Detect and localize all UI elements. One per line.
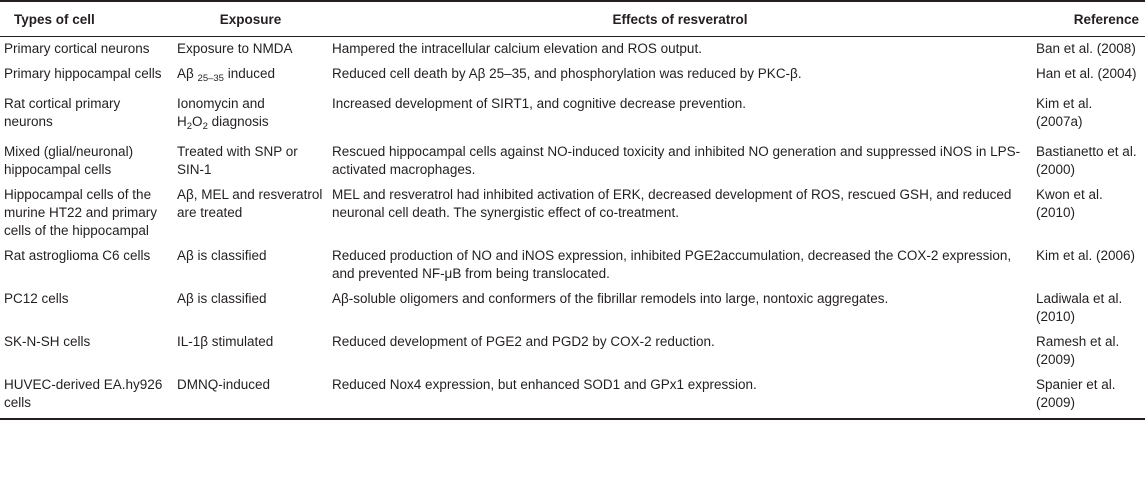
exposure <box>173 62 328 92</box>
header-row <box>0 1 1145 37</box>
exposure-suffix: induced <box>227 66 276 81</box>
header-effects: Effects of resveratrol <box>328 1 1032 37</box>
effect: Hampered the intracellular calcium elevation and ROS output. <box>332 41 702 56</box>
table-row <box>0 373 1145 419</box>
reference: Kwon et al. (2010) <box>1036 187 1103 220</box>
cell-type: Rat astroglioma C6 cells <box>4 248 151 263</box>
reference: Han et al. (2004) <box>1036 66 1137 81</box>
effect: Aβ-soluble oligomers and conformers of the fibrillar remodels into large, nontoxic aggregates. <box>332 291 889 306</box>
reference: Kim et al. (2007a) <box>1036 96 1093 129</box>
formula-o: O <box>192 114 203 129</box>
reference: Bastianetto et al. (2000) <box>1036 144 1137 177</box>
exposure: DMNQ-induced <box>173 373 328 419</box>
effect: Reduced development of PGE2 and PGD2 by COX-2 reduction. <box>332 334 715 349</box>
table-row <box>0 244 1145 287</box>
table-row <box>0 287 1145 330</box>
exposure: Aβ is classified <box>177 291 267 306</box>
formula-h: H <box>177 114 187 129</box>
table-row <box>0 330 1145 373</box>
exposure: Aβ, MEL and resveratrol are treated <box>177 187 323 220</box>
effect: MEL and resveratrol had inhibited activation of ERK, decreased development of ROS, rescued GSH, and reduced neuronal cell death. The synergistic effect of co-treatment. <box>332 187 1012 220</box>
table-row <box>0 140 1145 183</box>
formula-sub1: 2 <box>186 121 193 132</box>
exposure-subscript: 25–35 <box>197 73 224 84</box>
exposure <box>173 92 328 140</box>
cell-type: SK-N-SH cells <box>4 334 91 349</box>
exposure: Aβ is classified <box>177 248 267 263</box>
reference: Kim et al. (2006) <box>1036 248 1136 263</box>
header-exposure: Exposure <box>173 1 328 37</box>
cell-type: HUVEC-derived EA.hy926 cells <box>0 373 173 419</box>
exposure-line1: Ionomycin and <box>177 96 265 111</box>
reference: Ladiwala et al. (2010) <box>1036 291 1123 324</box>
table-row <box>0 62 1145 92</box>
effect: Increased development of SIRT1, and cognitive decrease prevention. <box>332 96 747 111</box>
cell-type: Hippocampal cells of the murine HT22 and primary cells of the hippocampal <box>4 187 158 238</box>
reference: Spanier et al. (2009) <box>1032 373 1145 419</box>
exposure: Treated with SNP or SIN-1 <box>177 144 298 177</box>
cell-type: Primary hippocampal cells <box>4 66 162 81</box>
exposure-prefix: Aβ <box>177 66 194 81</box>
cell-type: Mixed (glial/neuronal) hippocampal cells <box>4 144 134 177</box>
effect: Reduced production of NO and iNOS expression, inhibited PGE2accumulation, decreased the COX-2 expression, and prevented NF-μB from being translocated. <box>332 248 1012 281</box>
cell-type: Rat cortical primary neurons <box>4 96 121 129</box>
header-cell-type: Types of cell <box>0 1 173 37</box>
table-row <box>0 37 1145 63</box>
table-row <box>0 183 1145 244</box>
cell-type: PC12 cells <box>4 291 69 306</box>
formula-sub2: 2 <box>202 121 208 132</box>
effect: Rescued hippocampal cells against NO-induced toxicity and inhibited NO generation and suppressed iNOS in LPS-activated macrophages. <box>332 144 1021 177</box>
header-reference: Reference <box>1032 1 1145 37</box>
exposure: IL-1β stimulated <box>177 334 274 349</box>
effect: Reduced cell death by Aβ 25–35, and phosphorylation was reduced by PKC-β. <box>332 66 802 81</box>
reference: Ramesh et al. (2009) <box>1036 334 1120 367</box>
effect: Reduced Nox4 expression, but enhanced SOD1 and GPx1 expression. <box>328 373 1032 419</box>
table-row <box>0 92 1145 140</box>
exposure-rest: diagnosis <box>211 114 269 129</box>
exposure: Exposure to NMDA <box>177 41 293 56</box>
cell-type: Primary cortical neurons <box>4 41 150 56</box>
reference: Ban et al. (2008) <box>1036 41 1136 56</box>
